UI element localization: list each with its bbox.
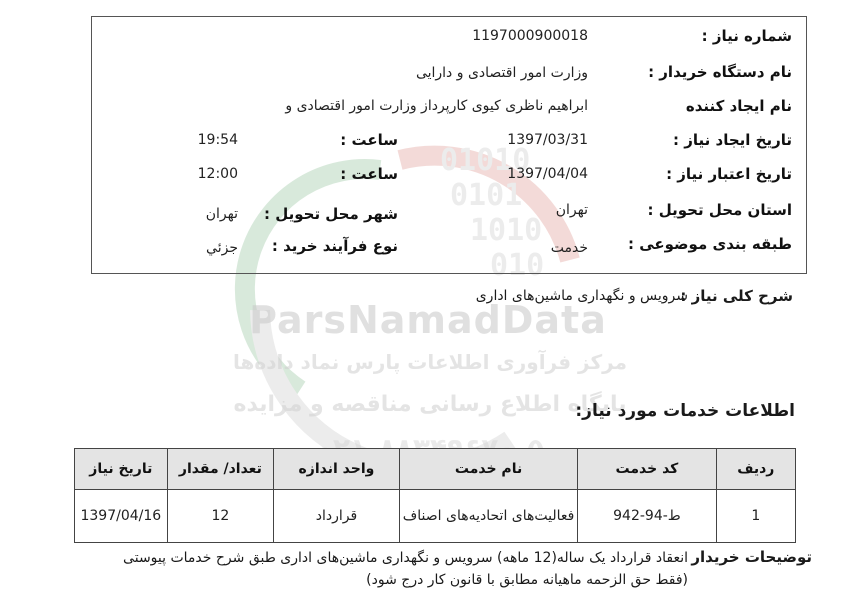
header-need-date: تاریخ نیاز	[75, 449, 168, 490]
city-label: شهر محل تحویل :	[263, 205, 398, 223]
buyer-org-value: وزارت امور اقتصادی و دارایی	[415, 65, 588, 81]
creator-value: ابراهیم ناظری کیوی کارپرداز وزارت امور اقتصادی و	[285, 98, 588, 114]
need-info-box	[91, 16, 807, 274]
summary-value: سرویس و نگهداری ماشین‌های اداری	[475, 288, 688, 304]
header-quantity: تعداد/ مقدار	[167, 449, 273, 490]
watermark-brand: ParsNamadData	[249, 298, 607, 342]
cell-need-date: 1397/04/16	[75, 490, 168, 543]
created-time-value: 19:54	[197, 132, 238, 148]
city-value: تهران	[205, 206, 238, 222]
summary-label: شرح کلی نیاز :	[680, 287, 793, 305]
buyer-notes-label: توضیحات خریدار	[691, 548, 812, 566]
header-row-number: ردیف	[716, 449, 795, 490]
services-table	[74, 448, 796, 543]
header-service-name: نام خدمت	[399, 449, 577, 490]
category-value: خدمت	[550, 240, 588, 256]
need-number-label: شماره نیاز :	[701, 27, 792, 45]
need-number-value: 1197000900018	[472, 28, 588, 44]
province-value: تهران	[555, 202, 588, 218]
process-value: جزئي	[206, 240, 238, 256]
category-label: طبقه بندی موضوعی :	[628, 235, 792, 253]
table-row	[75, 490, 796, 543]
created-date-label: تاریخ ایجاد نیاز :	[673, 131, 792, 149]
svg-text:1010: 1010	[470, 213, 543, 248]
header-service-code: کد خدمت	[578, 449, 716, 490]
process-label: نوع فرآیند خرید :	[271, 237, 398, 255]
cell-service-name: فعالیت‌های اتحادیه‌های اصناف	[399, 490, 577, 543]
watermark-line1: مرکز فرآوری اطلاعات پارس نماد داده‌ها	[233, 350, 627, 374]
valid-time-value: 12:00	[197, 166, 238, 182]
buyer-org-label: نام دستگاه خریدار :	[648, 63, 792, 81]
cell-unit: قرارداد	[274, 490, 400, 543]
watermark-line2: پایگاه اطلاع رسانی مناقصه و مزایده	[233, 392, 627, 417]
valid-time-label: ساعت :	[340, 165, 398, 183]
creator-label: نام ایجاد کننده	[685, 97, 792, 115]
created-time-label: ساعت :	[340, 131, 398, 149]
valid-date-value: 1397/04/04	[507, 166, 588, 182]
created-date-value: 1397/03/31	[507, 132, 588, 148]
cell-quantity: 12	[167, 490, 273, 543]
svg-text:01010: 01010	[440, 143, 531, 178]
svg-text:0101: 0101	[450, 178, 523, 213]
header-unit: واحد اندازه	[274, 449, 400, 490]
services-table-header-row	[75, 449, 796, 490]
province-label: استان محل تحویل :	[647, 201, 792, 219]
buyer-notes-text: انعقاد قرارداد یک ساله(12 ماهه) سرویس و نگهداری ماشین‌های اداری طبق شرح خدمات پیوستی (فقط حق الزحمه ماهیانه مطابق با قانون کار درج شود)	[123, 550, 688, 588]
valid-date-label: تاریخ اعتبار نیاز :	[666, 165, 792, 183]
svg-text:010: 010	[490, 248, 545, 283]
services-section-title: اطلاعات خدمات مورد نیاز:	[575, 401, 795, 421]
cell-row-number: 1	[716, 490, 795, 543]
cell-service-code: ط-94-942	[578, 490, 716, 543]
